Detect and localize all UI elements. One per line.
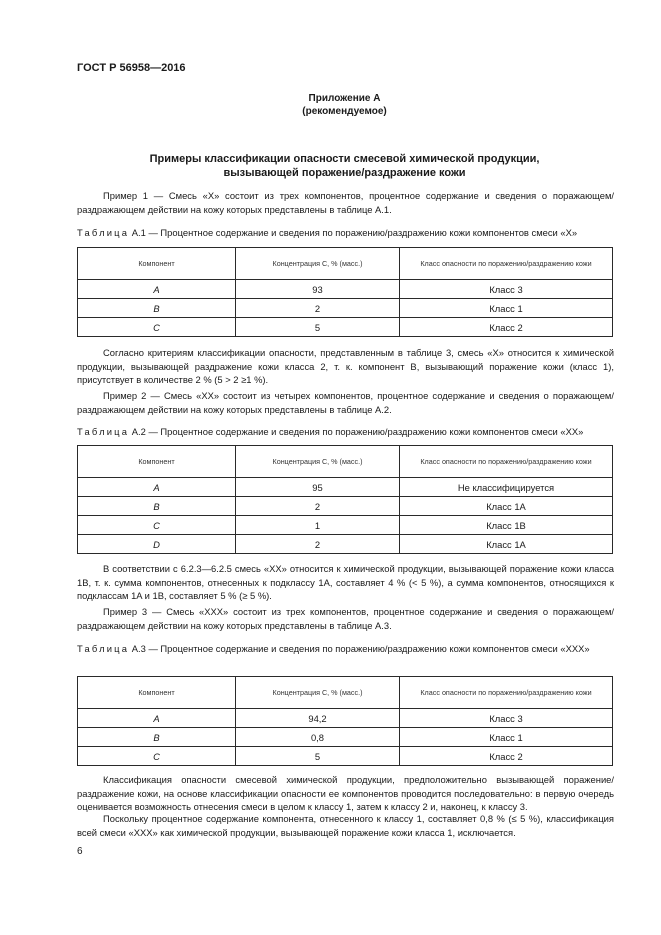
table-a3-caption-text: А.3 — Процентное содержание и сведения по поражению/раздражению кожи компонентов смеси «XXX» [131,643,590,654]
table-header-row [78,677,613,709]
example-2-text: Пример 2 — Смесь «XX» состоит из четырех компонентов, процентное содержание и сведения о поражающем/раздражающем действии на кожу которых представлены в таблице А.2. [77,390,614,415]
table-a2 [77,445,613,554]
table-header-row [78,248,613,280]
section-title-line1: Примеры классификации опасности смесевой химической продукции, [149,153,540,165]
cell-component: A [78,478,236,497]
cell-component: C [78,516,236,535]
table-a3 [77,676,613,766]
cell-component: A [78,709,236,728]
cell-class: Не классифицируется [400,478,613,497]
cell-component: C [78,318,236,337]
cell-class: Класс 1 [400,728,613,747]
cell-concentration: 2 [236,535,400,554]
header-concentration: Концентрация C, % (масс.) [236,446,400,478]
header-concentration: Концентрация C, % (масс.) [236,677,400,709]
cell-class: Класс 1 [400,299,613,318]
cell-concentration: 95 [236,478,400,497]
table-a1-caption-text: А.1 — Процентное содержание и сведения по поражению/раздражению кожи компонентов смеси «X» [131,227,578,238]
page-number: 6 [77,846,83,857]
header-component: Компонент [78,446,236,478]
example-3-text: Пример 3 — Смесь «XXX» состоит из трех компонентов, процентное содержание и сведения о поражающем/раздражающем действии на кожу которых представлены в таблице А.3. [77,606,614,631]
table-label: Таблица [77,426,130,437]
table-row [78,728,613,747]
table-header-row [78,446,613,478]
header-concentration: Концентрация C, % (масс.) [236,248,400,280]
cell-component: B [78,299,236,318]
example-1-text: Пример 1 — Смесь «X» состоит из трех компонентов, процентное содержание и сведения о поражающем/раздражающем действии на кожу которых представлены в таблице А.1. [77,190,614,215]
cell-component: D [78,535,236,554]
table-row [78,299,613,318]
table-a3-caption [77,642,614,655]
cell-concentration: 94,2 [236,709,400,728]
cell-class: Класс 3 [400,280,613,299]
classification-paragraph-2: В соответствии с 6.2.3—6.2.5 смесь «XX» относится к химической продукции, вызывающей поражение кожи класса 1B, т. к. сумма компонентов, отнесенных к подклассу 1A, составляет 4 % (< 5 %), а сумма компонентов, относящихся к подклассам 1A и 1B, составляет 5 % (≥ 5 %). [77,563,614,601]
cell-class: Класс 1A [400,497,613,516]
table-row [78,280,613,299]
cell-concentration: 2 [236,299,400,318]
table-row [78,747,613,766]
table-label: Таблица [77,643,130,654]
table-a2-caption [77,425,614,438]
document-code: ГОСТ Р 56958—2016 [77,62,186,74]
table-row [78,478,613,497]
cell-concentration: 1 [236,516,400,535]
table-label: Таблица [77,227,130,238]
header-hazard-class: Класс опасности по поражению/раздражению кожи [400,677,613,709]
cell-component: B [78,728,236,747]
header-component: Компонент [78,248,236,280]
cell-concentration: 5 [236,318,400,337]
cell-class: Класс 2 [400,747,613,766]
table-row [78,318,613,337]
cell-concentration: 5 [236,747,400,766]
cell-component: A [78,280,236,299]
appendix-subtitle: (рекомендуемое) [302,106,387,117]
cell-component: B [78,497,236,516]
table-row [78,535,613,554]
section-title-line2: вызывающей поражение/раздражение кожи [223,167,466,179]
table-row [78,516,613,535]
classification-paragraph-3: Классификация опасности смесевой химической продукции, предположительно вызывающей поражение/раздражение кожи, на основе классификации опасности ее компонентов проводится последовательно: в первую очередь оценивается возможность отнесения смеси в целом к классу 1, затем к классу 2 и, наконец, к классу 3. [77,774,614,812]
table-row [78,497,613,516]
table-a1 [77,247,613,337]
header-hazard-class: Класс опасности по поражению/раздражению кожи [400,446,613,478]
table-a2-caption-text: А.2 — Процентное содержание и сведения по поражению/раздражению кожи компонентов смеси «XX» [131,426,584,437]
cell-component: C [78,747,236,766]
cell-class: Класс 2 [400,318,613,337]
header-hazard-class: Класс опасности по поражению/раздражению кожи [400,248,613,280]
classification-paragraph-4: Поскольку процентное содержание компонента, отнесенного к классу 1, составляет 0,8 % (≤ 5 %), классификация всей смеси «XXX» как химической продукции, вызывающей поражение кожи класса 1, исключается. [77,813,614,838]
cell-class: Класс 1B [400,516,613,535]
table-a1-caption [77,226,614,239]
cell-class: Класс 3 [400,709,613,728]
cell-concentration: 93 [236,280,400,299]
classification-paragraph-1: Согласно критериям классификации опасности, представленным в таблице 3, смесь «X» относится к химической продукции, вызывающей раздражение кожи класса 2, т. к. компонент B, вызывающий поражение кожи (класс 1), присутствует в количестве 2 % (5 > 2 ≥1 %). [77,347,614,385]
table-row [78,709,613,728]
cell-class: Класс 1A [400,535,613,554]
header-component: Компонент [78,677,236,709]
appendix-title: Приложение А [308,93,381,104]
cell-concentration: 2 [236,497,400,516]
cell-concentration: 0,8 [236,728,400,747]
